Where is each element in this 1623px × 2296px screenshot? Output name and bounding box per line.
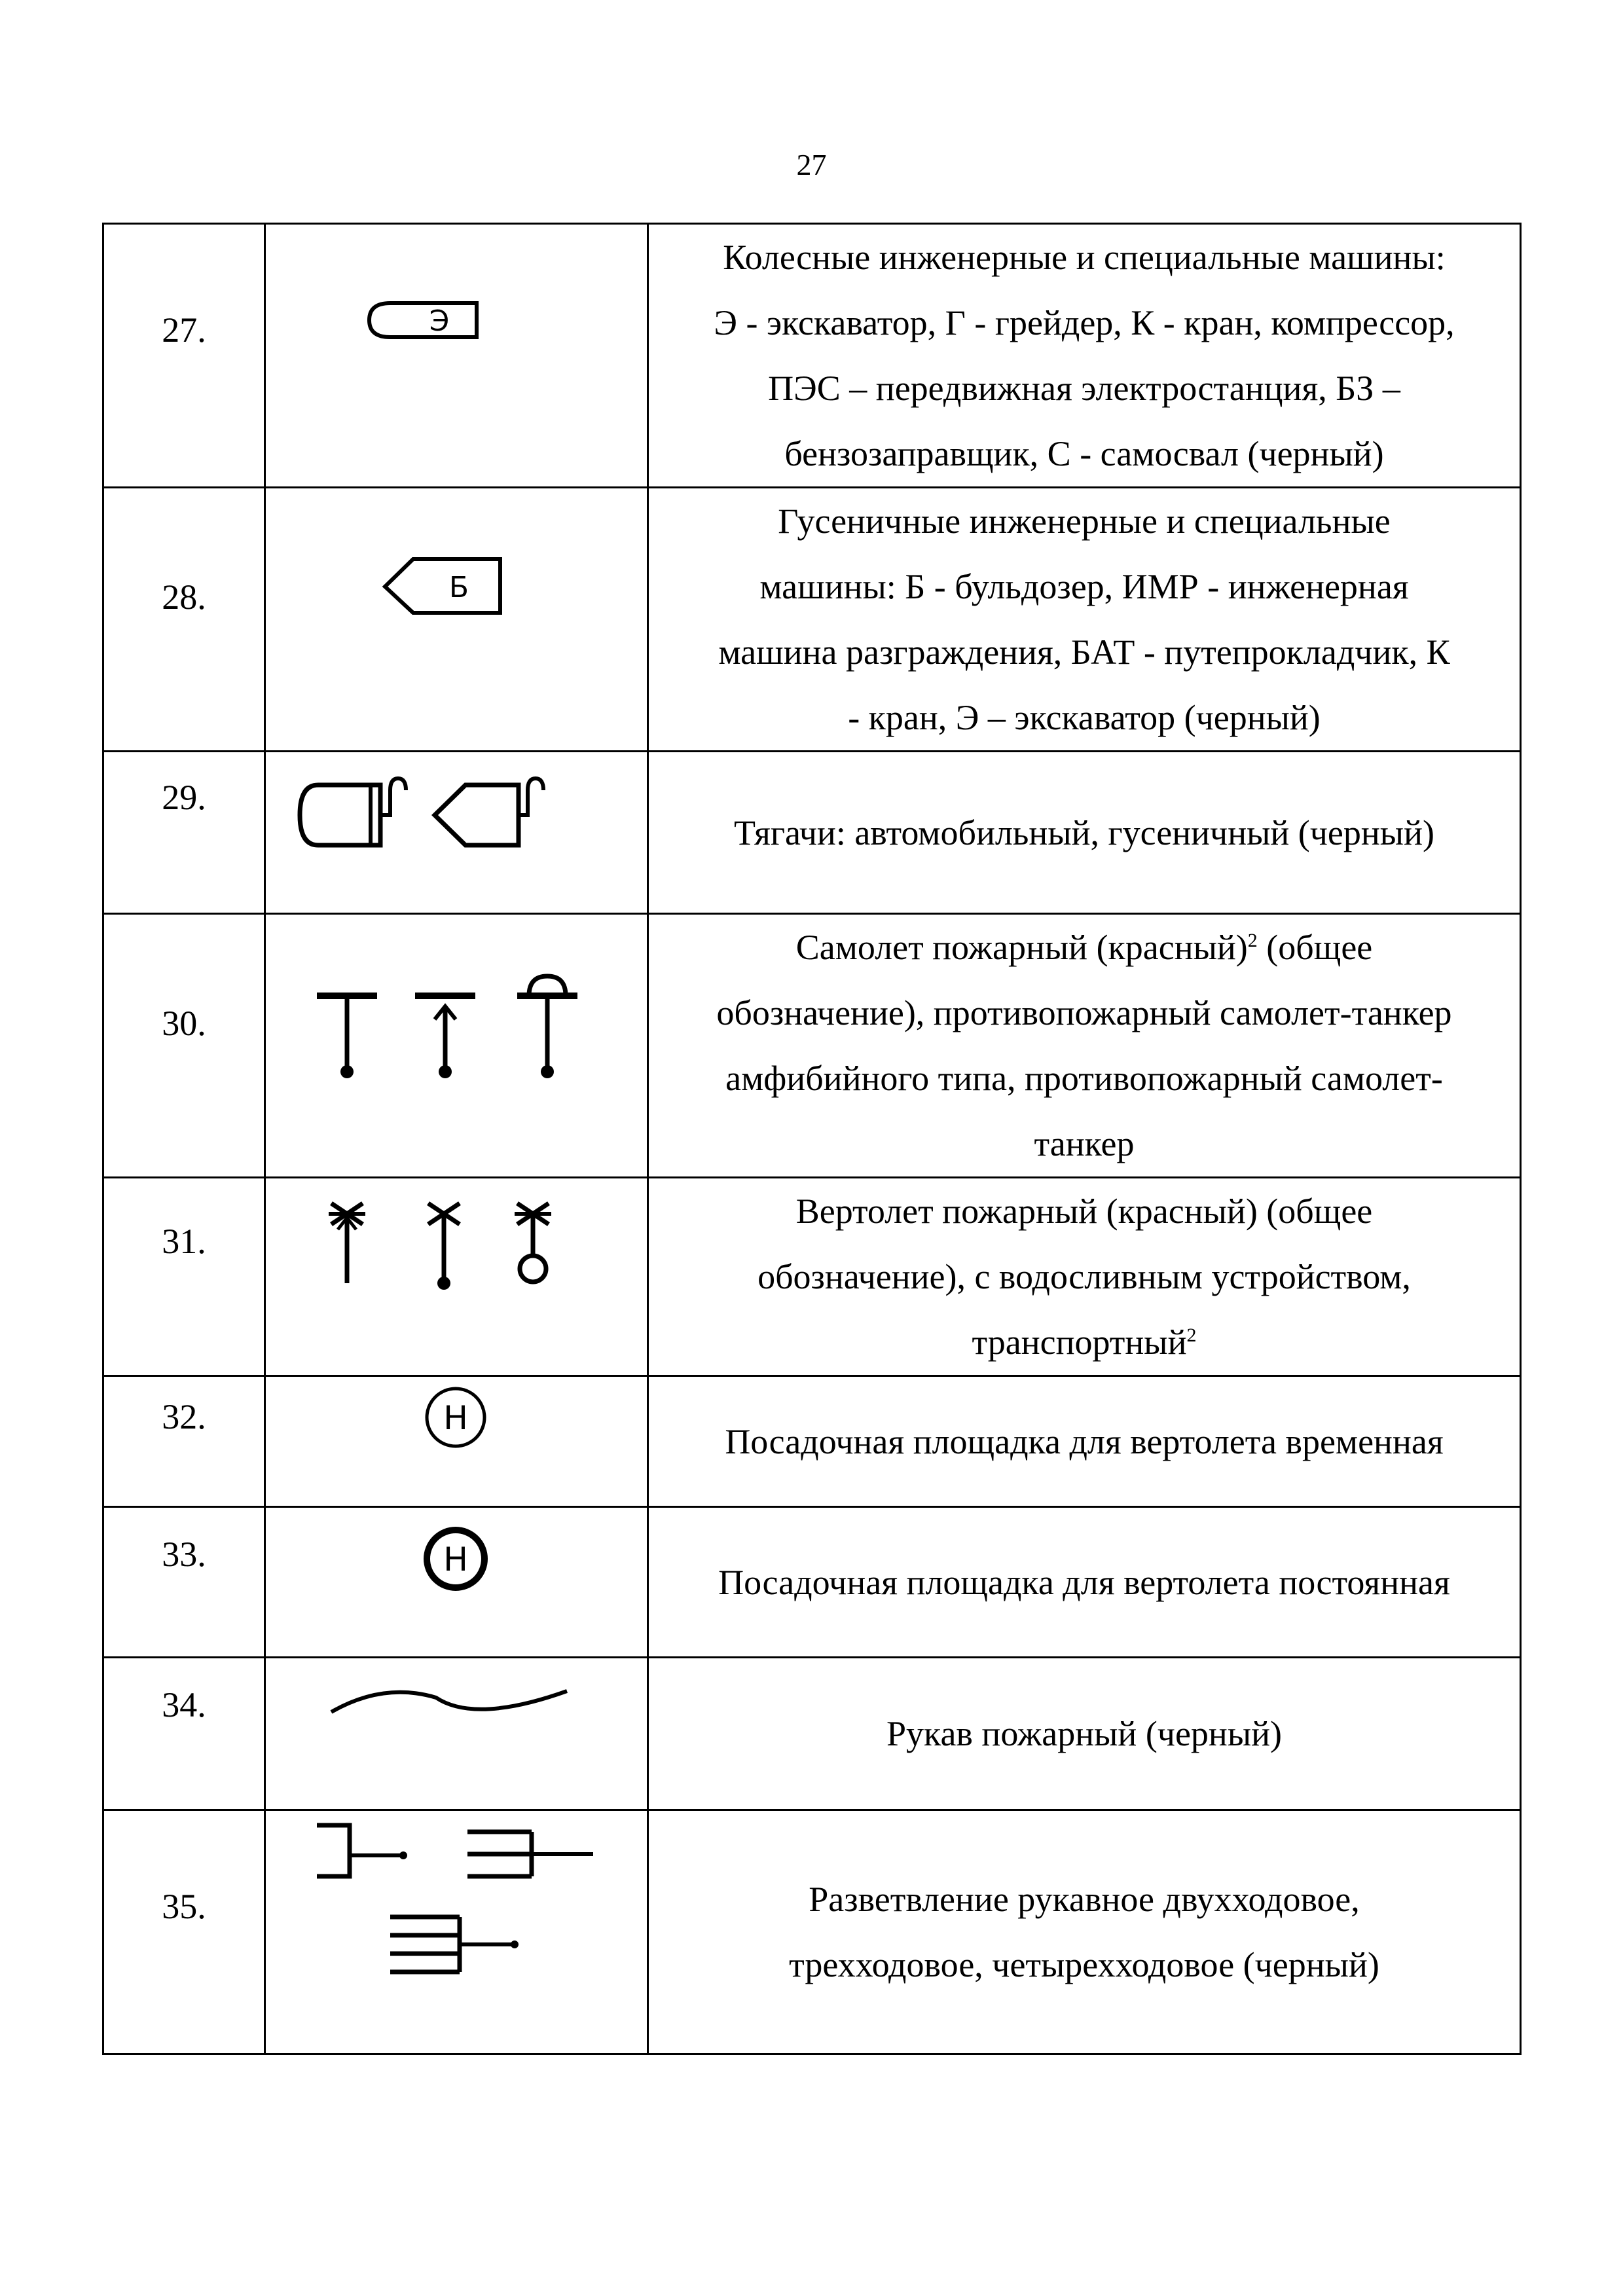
row-number: 32. (103, 1376, 265, 1507)
hose-branching-icons (266, 1811, 647, 2055)
table-row (103, 752, 1521, 914)
fire-helicopter-icons (266, 1178, 647, 1377)
description-cell: Разветвление рукавное двухходовое, трехходовое, четырехходовое (черный) (648, 1810, 1521, 2054)
symbol-cell (265, 1376, 648, 1507)
table-row (103, 488, 1521, 752)
description-cell: Колесные инженерные и специальные машины: Э - экскаватор, Г - грейдер, К - кран, компрессор, ПЭС – передвижная электростанция, БЗ – бензозаправщик, С - самосвал (черный) (648, 224, 1521, 488)
fire-airplane-icons (266, 915, 647, 1178)
description-cell: Рукав пожарный (черный) (648, 1658, 1521, 1810)
table-row (103, 1810, 1521, 2054)
wheeled-machine-e-icon (266, 225, 647, 488)
svg-text:Н: Н (443, 1399, 468, 1437)
row-number: 35. (103, 1810, 265, 2054)
symbol-cell (265, 1507, 648, 1658)
svg-text:Э: Э (429, 304, 450, 338)
row-number: 27. (103, 224, 265, 488)
row-number: 28. (103, 488, 265, 752)
row-number: 31. (103, 1178, 265, 1376)
description-cell: Гусеничные инженерные и специальные машины: Б - бульдозер, ИМР - инженерная машина разграждения, БАТ - путепрокладчик, К - кран, Э – экскаватор (черный) (648, 488, 1521, 752)
description-cell: Самолет пожарный (красный)$^2$ (общее обозначение), противопожарный самолет-танкер амфибийного типа, противопожарный самолет- танкер (648, 914, 1521, 1178)
table-row (103, 914, 1521, 1178)
description-cell: Посадочная площадка для вертолета постоянная (648, 1507, 1521, 1658)
table-row (103, 1507, 1521, 1658)
symbols-table (102, 223, 1522, 2055)
tracked-machine-b-icon (266, 488, 647, 752)
svg-text:Н: Н (443, 1540, 468, 1578)
page-number: 27 (796, 148, 827, 181)
description-cell: Тягачи: автомобильный, гусеничный (черный) (648, 752, 1521, 914)
table-row (103, 1376, 1521, 1507)
svg-text:Б: Б (448, 571, 469, 604)
helipad-temporary-icon (266, 1377, 647, 1508)
description-cell: Посадочная площадка для вертолета временная (648, 1376, 1521, 1507)
symbol-cell (265, 914, 648, 1178)
row-number: 29. (103, 752, 265, 914)
tractor-icons (266, 752, 647, 915)
symbol-cell (265, 1810, 648, 2054)
symbol-cell (265, 1178, 648, 1376)
description-cell: Вертолет пожарный (красный) (общее обозначение), с водосливным устройством, транспортный$^2$ (648, 1178, 1521, 1376)
fire-hose-icon (266, 1658, 647, 1811)
table-row (103, 1658, 1521, 1810)
symbol-cell (265, 752, 648, 914)
row-number: 30. (103, 914, 265, 1178)
table-row (103, 224, 1521, 488)
helipad-permanent-icon (266, 1508, 647, 1658)
table-row (103, 1178, 1521, 1376)
symbol-cell (265, 488, 648, 752)
row-number: 34. (103, 1658, 265, 1810)
symbol-cell (265, 224, 648, 488)
row-number: 33. (103, 1507, 265, 1658)
symbol-cell (265, 1658, 648, 1810)
